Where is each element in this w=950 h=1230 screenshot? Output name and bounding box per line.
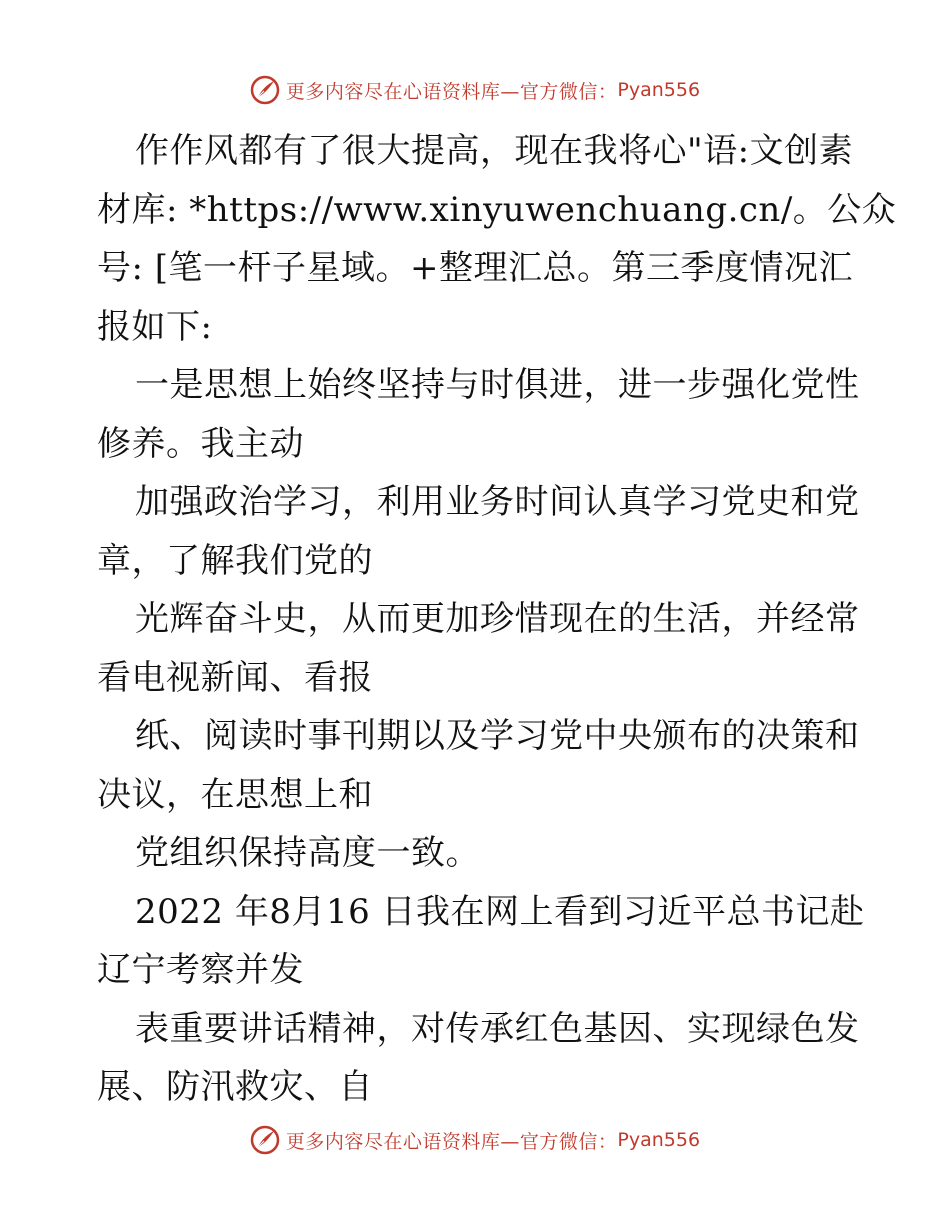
footer-watermark xyxy=(0,1120,950,1160)
watermark-wechat: Pyan556 xyxy=(617,79,701,101)
text-line: 加强政治学习，利用业务时间认真学习党史和党 xyxy=(135,482,860,522)
text-line: 党组织保持高度一致。 xyxy=(135,833,480,873)
text-line: 表重要讲话精神，对传承红色基因、实现绿色发 xyxy=(135,1008,860,1049)
text-line: 一是思想上始终坚持与时俱进，进一步强化党性 xyxy=(135,365,860,405)
text-line: 修养。我主动 xyxy=(97,423,304,464)
text-line: 光辉奋斗史，从而更加珍惜现在的生活，并经常 xyxy=(135,599,860,639)
text-line: 纸、阅读时事刊期以及学习党中央颁布的决策和 xyxy=(135,716,860,756)
text-line: 章，了解我们党的 xyxy=(97,540,373,581)
text-line: 决议，在思想上和 xyxy=(97,774,373,815)
text-line: 2022 年8月16 日我在网上看到习近平总书记赴 xyxy=(135,891,865,932)
text-line: 报如下: xyxy=(97,306,213,347)
text-line: 作作风都有了很大提高，现在我将心"语:文创素 xyxy=(135,131,854,171)
text-line: 看电视新闻、看报 xyxy=(97,657,373,698)
text-line: 辽宁考察并发 xyxy=(97,950,304,990)
header-watermark xyxy=(0,70,950,110)
text-line: 材库: *https://www.xinyuwenchuang.cn/。公众 xyxy=(97,189,897,230)
watermark-text: 更多内容尽在心语资料库—官方微信： xyxy=(285,1130,618,1153)
watermark-wechat: Pyan556 xyxy=(617,1129,701,1151)
watermark-text: 更多内容尽在心语资料库—官方微信： xyxy=(285,80,618,103)
document-body xyxy=(97,122,897,1117)
text-line: 号: [笔一杆子星域。+整理汇总。第三季度情况汇 xyxy=(97,248,854,288)
quill-logo-icon xyxy=(250,1125,280,1155)
text-line: 展、防汛救灾、自 xyxy=(97,1067,373,1107)
quill-logo-icon xyxy=(250,75,280,105)
